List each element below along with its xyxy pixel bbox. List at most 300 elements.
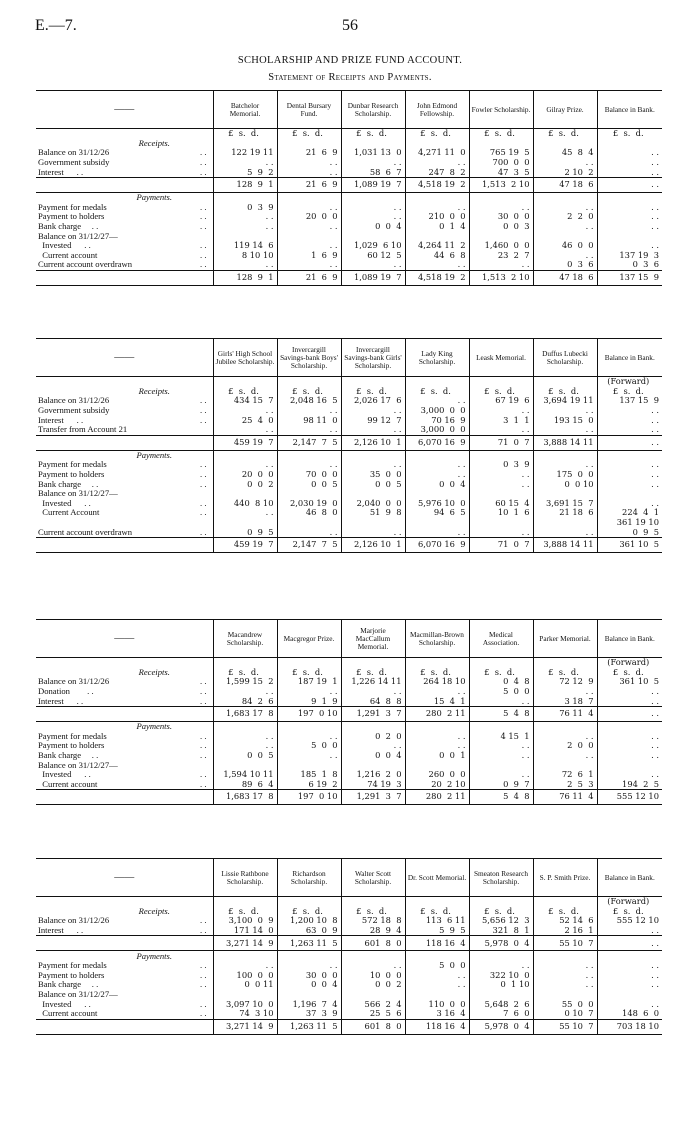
amount-cell: 137 15 9 (597, 270, 662, 285)
column-header: Fowler Scholarship. (469, 91, 533, 129)
table-row (36, 425, 662, 435)
amount-cell: . . (341, 961, 405, 971)
table-row (36, 241, 662, 251)
row-label-text: Interest . . (38, 695, 84, 706)
amount-cell: 0 0 4 (341, 751, 405, 761)
amount-cell: . . (533, 971, 597, 981)
amount-cell: 20 0 0 (277, 212, 341, 222)
row-label-text: Invested . . (38, 497, 91, 508)
amount-cell: . . (597, 936, 662, 951)
amount-cell: 84 2 6 (213, 696, 277, 706)
amount-cell: 1,291 3 7 (341, 706, 405, 721)
amount-cell: . . (405, 460, 469, 470)
amount-cell: 28 9 4 (341, 926, 405, 936)
leader-dots: . . (200, 979, 207, 990)
table-row (36, 479, 662, 489)
section-row (36, 721, 662, 731)
amount-cell: . . (597, 148, 662, 158)
amount-cell: 3,888 14 11 (533, 435, 597, 450)
amount-cell: 67 19 6 (469, 396, 533, 406)
amount-cell: . . (533, 203, 597, 213)
amount-cell: . . (597, 435, 662, 450)
amount-cell: 260 0 0 (405, 770, 469, 780)
amount-cell: 60 12 5 (341, 251, 405, 261)
leader-dots: . . (200, 740, 207, 751)
amount-cell: 434 15 7 (213, 396, 277, 406)
amount-cell: 99 12 7 (341, 415, 405, 425)
amount-cell: 555 12 10 (597, 916, 662, 926)
amount-cell: . . (277, 406, 341, 416)
amount-cell: 197 0 10 (277, 706, 341, 721)
row-label (36, 270, 213, 285)
column-header: S. P. Smith Prize. (533, 859, 597, 897)
leader-dots: . . (200, 414, 207, 425)
amount-cell: £ s. d. (597, 387, 662, 397)
amount-cell: 210 0 0 (405, 212, 469, 222)
amount-cell: . . (469, 479, 533, 489)
amount-cell: . . (469, 770, 533, 780)
amount-cell: 1,594 10 11 (213, 770, 277, 780)
table-row (36, 687, 662, 697)
row-label-text: Government subsidy (38, 156, 110, 167)
amount-cell: 5 9 2 (213, 167, 277, 177)
amount-cell: 3,271 14 9 (213, 1019, 277, 1034)
amount-cell: £ s. d. (469, 907, 533, 917)
amount-cell: 0 9 5 (213, 527, 277, 537)
leader-dots: . . (200, 507, 207, 518)
amount-cell (277, 518, 341, 528)
amount-cell: 21 18 6 (533, 508, 597, 518)
column-header: Macandrew Scholarship. (213, 620, 277, 658)
row-label (36, 508, 213, 518)
leader-dots: . . (200, 395, 207, 406)
amount-cell: . . (213, 741, 277, 751)
column-header: Macgregor Prize. (277, 620, 341, 658)
amount-cell: £ s. d. (597, 907, 662, 917)
row-label (36, 518, 213, 528)
column-header: Balance in Bank. (597, 620, 662, 658)
row-label-text: Current account (38, 778, 98, 789)
amount-cell: 46 8 0 (277, 508, 341, 518)
amount-cell: 122 19 11 (213, 148, 277, 158)
amount-cell: £ s. d. (405, 907, 469, 917)
amount-cell: 89 6 4 (213, 780, 277, 790)
amount-cell: . . (341, 260, 405, 270)
column-header: Lady King Scholarship. (405, 339, 469, 377)
amount-cell: . . (341, 425, 405, 435)
amount-cell: . . (533, 460, 597, 470)
amount-cell: . . (277, 203, 341, 213)
row-label (36, 129, 213, 139)
amount-cell: . . (597, 499, 662, 509)
page-number: 56 (342, 17, 358, 34)
amount-cell: 72 12 9 (533, 677, 597, 687)
header-dash: —— (36, 339, 213, 377)
page-header (35, 17, 665, 41)
amount-cell (341, 990, 405, 1000)
amount-cell: . . (533, 425, 597, 435)
amount-cell: £ s. d. (213, 387, 277, 397)
amount-cell: . . (213, 158, 277, 168)
amount-cell (469, 518, 533, 528)
amount-cell: 98 11 0 (277, 415, 341, 425)
amount-cell (597, 990, 662, 1000)
leader-dots: . . (200, 478, 207, 489)
amount-cell: . . (597, 706, 662, 721)
amount-cell: 0 3 6 (533, 260, 597, 270)
amount-cell: . . (213, 732, 277, 742)
leader-dots: . . (200, 166, 207, 177)
column-header: Walter Scott Scholarship. (341, 859, 405, 897)
amount-cell: 64 8 8 (341, 696, 405, 706)
amount-cell: 10 1 6 (469, 508, 533, 518)
amount-cell: 9 1 9 (277, 696, 341, 706)
column-header: Duffus Lubecki Scholarship. (533, 339, 597, 377)
amount-cell (469, 990, 533, 1000)
row-label-text: Current account (38, 249, 98, 260)
amount-cell: . . (533, 732, 597, 742)
amount-cell: 765 19 5 (469, 148, 533, 158)
amount-cell: . . (597, 425, 662, 435)
amount-cell: 0 3 9 (469, 460, 533, 470)
row-label-text: Current account (38, 1008, 98, 1019)
table-row (36, 980, 662, 990)
column-header: Invercargill Savings-bank Girls' Scholarship. (341, 339, 405, 377)
amount-cell: . . (533, 158, 597, 168)
document-title: SCHOLARSHIP AND PRIZE FUND ACCOUNT. (237, 55, 463, 66)
row-label-text: Balance on 31/12/26 (38, 147, 110, 158)
amount-cell: . . (405, 158, 469, 168)
amount-cell: 0 0 3 (469, 222, 533, 232)
amount-cell: . . (277, 222, 341, 232)
amount-cell: 2,126 10 1 (341, 435, 405, 450)
leader-dots: . . (200, 685, 207, 696)
amount-cell: 148 6 0 (597, 1009, 662, 1019)
row-label-text: Transfer from Account 21 (38, 424, 128, 435)
amount-cell (533, 990, 597, 1000)
leader-dots: . . (200, 969, 207, 980)
amount-cell: 51 9 8 (341, 508, 405, 518)
amount-cell: £ s. d. (469, 668, 533, 678)
row-label (36, 897, 213, 907)
row-label-text: Interest . . (38, 166, 84, 177)
amount-cell: 5 0 0 (277, 741, 341, 751)
amount-cell: 1,029 6 10 (341, 241, 405, 251)
amount-cell: 1,226 14 11 (341, 677, 405, 687)
amount-cell: 8 10 10 (213, 251, 277, 261)
amount-cell: 74 19 3 (341, 780, 405, 790)
amount-cell: 0 4 8 (469, 677, 533, 687)
row-label-text: Balance on 31/12/26 (38, 395, 110, 406)
amount-cell: 10 0 0 (341, 971, 405, 981)
column-header-row (36, 339, 662, 377)
amount-cell: . . (213, 260, 277, 270)
amount-cell: . . (213, 212, 277, 222)
column-header: Richardson Scholarship. (277, 859, 341, 897)
row-label-text: Balance on 31/12/26 (38, 915, 110, 926)
column-header: Leask Memorial. (469, 339, 533, 377)
section-row (36, 450, 662, 460)
amount-cell: 47 18 6 (533, 177, 597, 192)
amount-cell: 55 0 0 (533, 999, 597, 1009)
amount-cell: £ s. d. (277, 387, 341, 397)
amount-cell: 21 6 9 (277, 177, 341, 192)
amount-cell: . . (213, 222, 277, 232)
row-label (36, 1019, 213, 1034)
leader-dots: . . (200, 211, 207, 222)
row-label (36, 222, 213, 232)
amount-cell: . . (213, 961, 277, 971)
amount-cell: . . (405, 732, 469, 742)
amount-cell: 2 5 3 (533, 780, 597, 790)
amount-cell: 76 11 4 (533, 790, 597, 805)
amount-cell: 321 8 1 (469, 926, 533, 936)
amount-cell: 21 6 9 (277, 148, 341, 158)
table-row (36, 677, 662, 687)
amount-cell: 70 0 0 (277, 470, 341, 480)
column-header-row (36, 620, 662, 658)
row-label (36, 435, 213, 450)
row-label-text: Current account overdrawn (38, 259, 133, 270)
row-label-text: Current account overdrawn (38, 526, 133, 537)
leader-dots: . . (200, 998, 207, 1009)
column-header: Girls' High School Jubilee Scholarship. (213, 339, 277, 377)
total-row (36, 1019, 662, 1034)
amount-cell: . . (533, 251, 597, 261)
amount-cell: 110 0 0 (405, 999, 469, 1009)
amount-cell: . . (341, 158, 405, 168)
amount-cell: 459 19 7 (213, 537, 277, 552)
amount-cell: . . (341, 203, 405, 213)
amount-cell: 2 0 0 (533, 741, 597, 751)
amount-cell: £ s. d. (213, 129, 277, 139)
amount-cell: . . (277, 751, 341, 761)
amount-cell: 4,264 11 2 (405, 241, 469, 251)
leader-dots: . . (200, 730, 207, 741)
amount-cell: . . (597, 479, 662, 489)
amount-cell: 71 0 7 (469, 537, 533, 552)
total-row (36, 790, 662, 805)
amount-cell: 171 14 0 (213, 926, 277, 936)
leader-dots: . . (200, 259, 207, 270)
amount-cell: 70 16 9 (405, 415, 469, 425)
amount-cell: 247 8 2 (405, 167, 469, 177)
amount-cell: 25 4 0 (213, 415, 277, 425)
amount-cell: 2,147 7 5 (277, 435, 341, 450)
amount-cell: 3,100 0 9 (213, 916, 277, 926)
amount-cell: 4 15 1 (469, 732, 533, 742)
section-label: Receipts. (138, 137, 170, 148)
amount-cell: . . (405, 980, 469, 990)
table-row (36, 406, 662, 416)
amount-cell: 94 6 5 (405, 508, 469, 518)
column-header: Balance in Bank. (597, 339, 662, 377)
amount-cell: 601 8 0 (341, 936, 405, 951)
amount-cell: 5 9 5 (405, 926, 469, 936)
account-table-2 (36, 338, 662, 553)
account-table-1 (36, 90, 662, 286)
row-label-text: Payment for medals (38, 201, 107, 212)
row-label-text: Invested . . (38, 240, 91, 251)
amount-cell: . . (597, 406, 662, 416)
row-label-text: Payment for medals (38, 960, 107, 971)
amount-cell: 187 19 1 (277, 677, 341, 687)
amount-cell: . . (597, 158, 662, 168)
row-label (36, 425, 213, 435)
amount-cell: . . (597, 167, 662, 177)
leader-dots: . . (200, 695, 207, 706)
amount-cell: 128 9 1 (213, 177, 277, 192)
amount-cell: 703 18 10 (597, 1019, 662, 1034)
amount-cell: £ s. d. (341, 668, 405, 678)
row-label-text: Bank charge . . (38, 979, 99, 990)
amount-cell: 1,513 2 10 (469, 177, 533, 192)
amount-cell: 2,040 0 0 (341, 499, 405, 509)
table-row (36, 990, 662, 1000)
table-row (36, 961, 662, 971)
column-header: Dental Bursary Fund. (277, 91, 341, 129)
table-row (36, 415, 662, 425)
amount-cell: . . (469, 425, 533, 435)
amount-cell: 0 0 1 (405, 751, 469, 761)
row-label-text: Bank charge . . (38, 478, 99, 489)
header-dash: —— (36, 620, 213, 658)
row-label (36, 1009, 213, 1019)
row-label (36, 926, 213, 936)
amount-cell: . . (597, 751, 662, 761)
amount-cell: 6,070 16 9 (405, 537, 469, 552)
amount-cell: 1,089 19 7 (341, 270, 405, 285)
amount-cell: £ s. d. (341, 907, 405, 917)
amount-cell: £ s. d. (277, 668, 341, 678)
amount-cell: . . (341, 741, 405, 751)
amount-cell: 2 16 1 (533, 926, 597, 936)
amount-cell: 555 12 10 (597, 790, 662, 805)
amount-cell: 35 0 0 (341, 470, 405, 480)
total-row (36, 270, 662, 285)
amount-cell: . . (277, 425, 341, 435)
amount-cell: 5,978 0 4 (469, 936, 533, 951)
column-header: Balance in Bank. (597, 859, 662, 897)
amount-cell: 1,216 2 0 (341, 770, 405, 780)
table-row (36, 926, 662, 936)
row-label-text: Government subsidy (38, 404, 110, 415)
amount-cell: . . (597, 980, 662, 990)
amount-cell: 25 5 6 (341, 1009, 405, 1019)
amount-cell: 3,000 0 0 (405, 425, 469, 435)
amount-cell: . . (405, 203, 469, 213)
amount-cell: . . (533, 527, 597, 537)
amount-cell: 361 10 5 (597, 537, 662, 552)
amount-cell: 1,460 0 0 (469, 241, 533, 251)
amount-cell: 1,513 2 10 (469, 270, 533, 285)
amount-cell: . . (405, 396, 469, 406)
amount-cell: 44 6 8 (405, 251, 469, 261)
amount-cell: 5,978 0 4 (469, 1019, 533, 1034)
amount-cell: 459 19 7 (213, 435, 277, 450)
amount-cell: 2,026 17 6 (341, 396, 405, 406)
row-label-text: Current Account (38, 507, 100, 518)
amount-cell: 1,089 19 7 (341, 177, 405, 192)
amount-cell: 1,200 10 8 (277, 916, 341, 926)
amount-cell: 2,147 7 5 (277, 537, 341, 552)
amount-cell: £ s. d. (533, 387, 597, 397)
amount-cell: 0 1 10 (469, 980, 533, 990)
amount-cell: 264 18 10 (405, 677, 469, 687)
amount-cell: . . (341, 527, 405, 537)
row-label-text: Invested . . (38, 998, 91, 1009)
amount-cell: 0 2 0 (341, 732, 405, 742)
amount-cell: £ s. d. (405, 668, 469, 678)
amount-cell: 63 0 9 (277, 926, 341, 936)
column-header: Batchelor Memorial. (213, 91, 277, 129)
amount-cell: 1,291 3 7 (341, 790, 405, 805)
amount-cell: 45 8 4 (533, 148, 597, 158)
leader-dots: . . (200, 468, 207, 479)
column-header: Marjorie MacCallum Memorial. (341, 620, 405, 658)
amount-cell: £ s. d. (213, 668, 277, 678)
table-row (36, 212, 662, 222)
row-label-text: Payment for medals (38, 459, 107, 470)
row-label-text: Payment to holders (38, 468, 105, 479)
amount-cell (405, 518, 469, 528)
amount-cell: 37 3 9 (277, 1009, 341, 1019)
row-label (36, 687, 213, 697)
amount-cell: 55 10 7 (533, 1019, 597, 1034)
amount-cell: 3 18 7 (533, 696, 597, 706)
amount-cell: . . (533, 961, 597, 971)
total-row (36, 706, 662, 721)
amount-cell: 0 9 7 (469, 780, 533, 790)
amount-cell: . . (469, 751, 533, 761)
amount-cell: £ s. d. (533, 129, 597, 139)
amount-cell: 0 0 2 (213, 479, 277, 489)
amount-cell: 5,656 12 3 (469, 916, 533, 926)
amount-cell: 3,097 10 0 (213, 999, 277, 1009)
amount-cell: 4,518 19 2 (405, 177, 469, 192)
column-header: Lissie Rathbone Scholarship. (213, 859, 277, 897)
amount-cell: 0 0 10 (533, 479, 597, 489)
section-row (36, 951, 662, 961)
amount-cell: 3,000 0 0 (405, 406, 469, 416)
leader-dots: . . (200, 459, 207, 470)
amount-cell: . . (469, 696, 533, 706)
leader-dots: . . (200, 1008, 207, 1019)
amount-cell: 194 2 5 (597, 780, 662, 790)
amount-cell: 23 2 7 (469, 251, 533, 261)
total-row (36, 936, 662, 951)
amount-cell: 137 19 3 (597, 251, 662, 261)
amount-cell: . . (469, 961, 533, 971)
table-row (36, 751, 662, 761)
amount-cell: 0 3 6 (597, 260, 662, 270)
column-header: Macmillan-Brown Scholarship. (405, 620, 469, 658)
amount-cell: 0 0 4 (341, 222, 405, 232)
column-header: Smeaton Research Scholarship. (469, 859, 533, 897)
leader-dots: . . (200, 960, 207, 971)
amount-cell: . . (277, 732, 341, 742)
amount-cell: 6 19 2 (277, 780, 341, 790)
amount-cell: . . (277, 687, 341, 697)
amount-cell: £ s. d. (213, 907, 277, 917)
amount-cell: . . (213, 508, 277, 518)
header-dash: —— (36, 859, 213, 897)
amount-cell: 700 0 0 (469, 158, 533, 168)
table-row (36, 222, 662, 232)
amount-cell: 1 6 9 (277, 251, 341, 261)
amount-cell: 5 4 8 (469, 706, 533, 721)
amount-cell: 0 0 11 (213, 980, 277, 990)
